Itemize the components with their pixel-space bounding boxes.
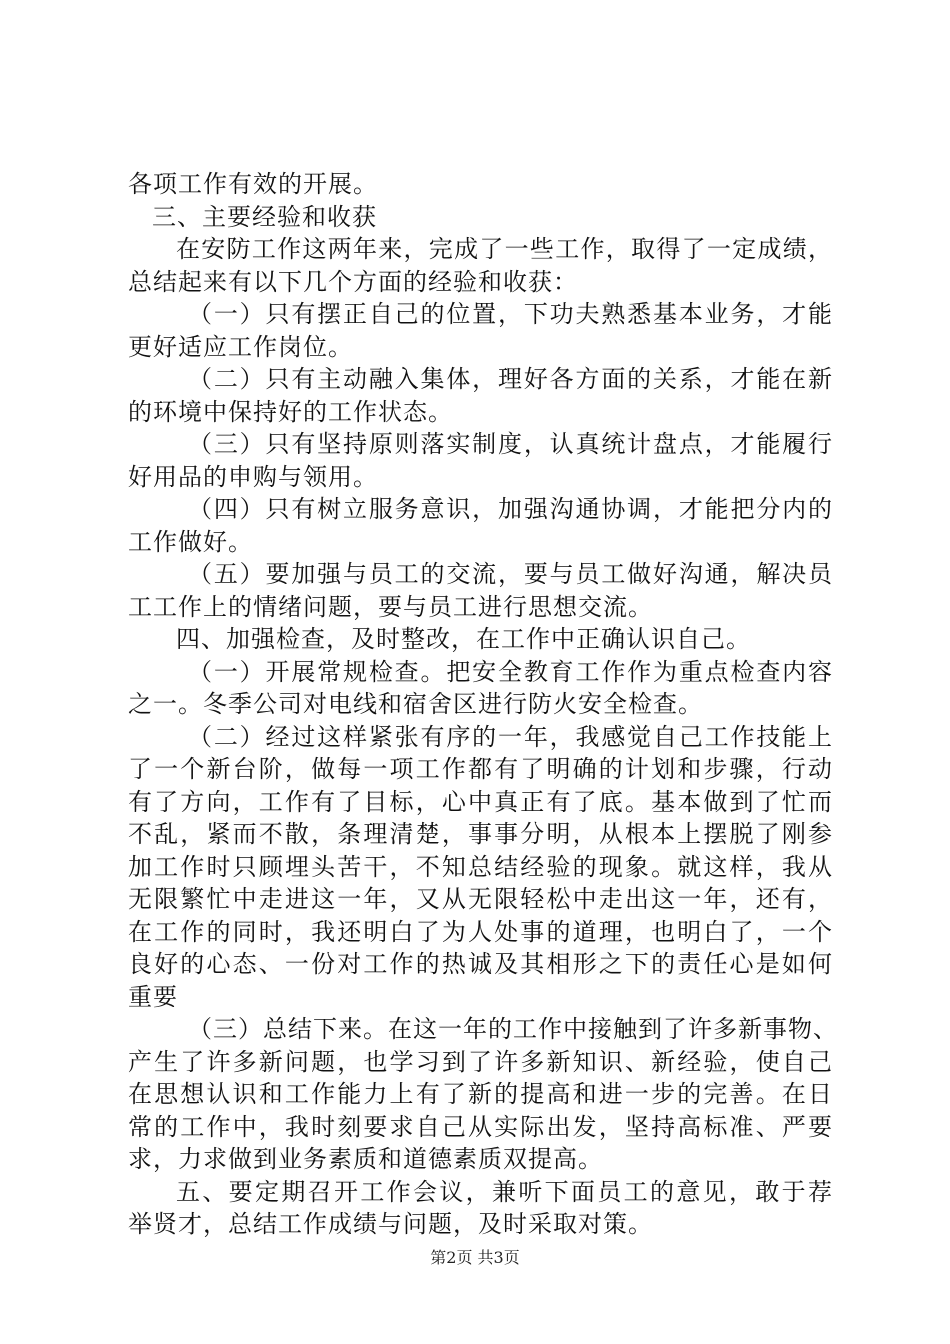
text-line: （二）经过这样紧张有序的一年，我感觉自己工作技能上 xyxy=(188,722,833,751)
list-item xyxy=(128,721,833,1014)
text-line: 产生了许多新问题，也学习到了许多新知识、新经验，使自己 xyxy=(128,1047,833,1076)
text-line: （二）只有主动融入集体，理好各方面的关系，才能在新 xyxy=(188,365,833,393)
text-line: 的环境中保持好的工作状态。 xyxy=(128,397,453,426)
text-line: 了一个新台阶，做每一项工作都有了明确的计划和步骤，行动 xyxy=(128,755,833,783)
list-item xyxy=(128,493,833,558)
section-heading xyxy=(128,1176,833,1241)
text-line: 有了方向，工作有了目标，心中真正有了底。基本做到了忙而 xyxy=(128,787,833,816)
page-footer xyxy=(0,1245,950,1268)
page-number: 第2页 共3页 xyxy=(430,1248,520,1267)
text-line: 各项工作有效的开展。 xyxy=(128,170,378,198)
text-line: （四）只有树立服务意识，加强沟通协调，才能把分内的 xyxy=(188,495,833,523)
text-line: 工工作上的情绪问题，要与员工进行思想交流。 xyxy=(128,592,653,621)
text-line: 求，力求做到业务素质和道德素质双提高。 xyxy=(128,1145,603,1173)
text-line: 无限繁忙中走进这一年，又从无限轻松中走出这一年，还有， xyxy=(128,885,833,913)
text-line: 之一。冬季公司对电线和宿舍区进行防火安全检查。 xyxy=(128,690,703,718)
text-line: （三）只有坚持原则落实制度，认真统计盘点，才能履行 xyxy=(188,430,833,458)
text-line: 良好的心态、一份对工作的热诚及其相形之下的责任心是如何 xyxy=(128,950,833,978)
text-line: 三、主要经验和收获 xyxy=(152,202,377,231)
text-line: 举贤才，总结工作成绩与问题，及时采取对策。 xyxy=(128,1210,653,1238)
paragraph xyxy=(128,168,833,201)
list-item xyxy=(128,656,833,721)
list-item xyxy=(128,558,833,623)
text-line: 不乱，紧而不散，条理清楚，事事分明，从根本上摆脱了刚参 xyxy=(128,820,833,848)
section-heading xyxy=(128,623,833,656)
section-heading xyxy=(128,201,833,234)
text-line: （三）总结下来。在这一年的工作中接触到了许多新事物、 xyxy=(188,1015,838,1043)
list-item xyxy=(128,298,833,363)
text-line: 工作做好。 xyxy=(128,527,253,556)
text-line: 五、要定期召开工作会议，兼听下面员工的意见，敢于荐 xyxy=(176,1177,833,1206)
text-line: 总结起来有以下几个方面的经验和收获： xyxy=(128,267,578,296)
text-line: 更好适应工作岗位。 xyxy=(128,332,353,361)
text-line: 在工作的同时，我还明白了为人处事的道理，也明白了，一个 xyxy=(128,917,833,946)
text-line: 在思想认识和工作能力上有了新的提高和进一步的完善。在日 xyxy=(128,1080,833,1108)
text-line: 在安防工作这两年来，完成了一些工作，取得了一定成绩， xyxy=(176,235,833,263)
text-line: （一）开展常规检查。把安全教育工作作为重点检查内容 xyxy=(188,657,833,686)
text-line: （一）只有摆正自己的位置，下功夫熟悉基本业务，才能 xyxy=(188,300,833,328)
text-line: 加工作时只顾埋头苦干，不知总结经验的现象。就这样，我从 xyxy=(128,852,833,881)
paragraph xyxy=(128,233,833,298)
text-line: 重要 xyxy=(128,982,178,1011)
text-line: 四、加强检查，及时整改，在工作中正确认识自己。 xyxy=(176,625,751,653)
text-line: （五）要加强与员工的交流，要与员工做好沟通，解决员 xyxy=(188,560,833,588)
document-body xyxy=(128,168,838,1241)
text-line: 好用品的申购与领用。 xyxy=(128,462,378,491)
list-item xyxy=(128,428,833,493)
text-line: 常的工作中，我时刻要求自己从实际出发，坚持高标准、严要 xyxy=(128,1112,833,1141)
list-item xyxy=(128,1013,838,1176)
list-item xyxy=(128,363,833,428)
